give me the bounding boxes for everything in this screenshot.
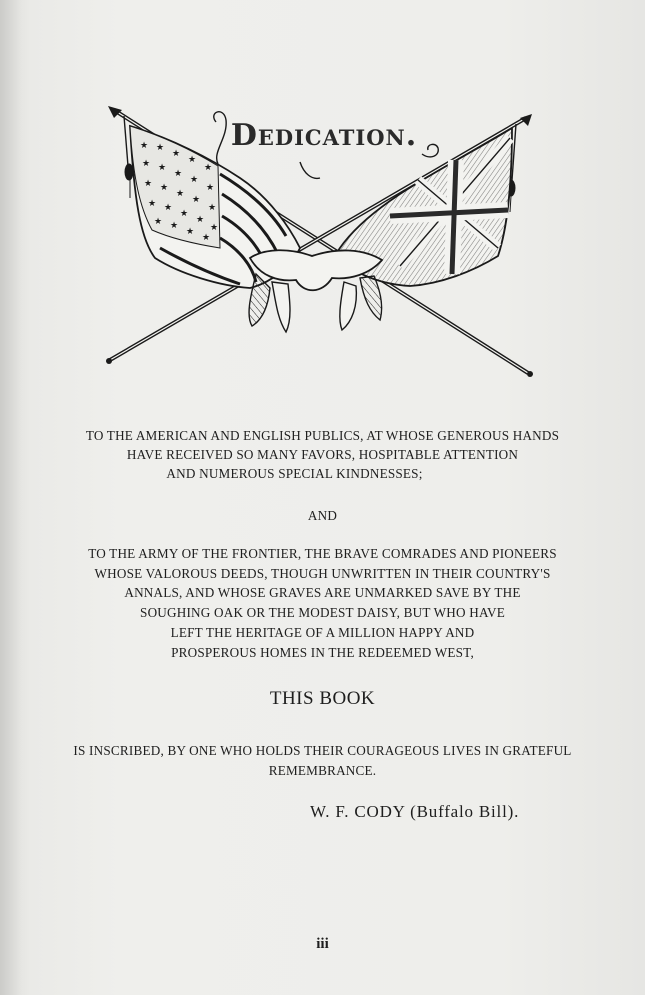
svg-text:★: ★ xyxy=(192,195,201,205)
svg-text:★: ★ xyxy=(144,179,153,189)
svg-text:★: ★ xyxy=(188,155,197,165)
dedication-line: ANNALS, AND WHOSE GRAVES ARE UNMARKED SAVE BY THE xyxy=(124,585,521,600)
svg-text:★: ★ xyxy=(142,159,151,169)
svg-text:★: ★ xyxy=(158,163,167,173)
svg-text:★: ★ xyxy=(186,227,195,237)
dedication-line: LEFT THE HERITAGE OF A MILLION HAPPY AND xyxy=(170,625,475,640)
svg-text:★: ★ xyxy=(176,189,185,199)
svg-text:★: ★ xyxy=(170,221,179,231)
svg-text:★: ★ xyxy=(174,169,183,179)
svg-text:★: ★ xyxy=(202,233,211,243)
dedication-line: HAVE RECEIVED SO MANY FAVORS, HOSPITABLE ATTENTION xyxy=(126,447,519,462)
svg-text:★: ★ xyxy=(208,203,217,213)
dedication-line: SOUGHING OAK OR THE MODEST DAISY, BUT WHO HAVE xyxy=(140,605,505,620)
svg-text:★: ★ xyxy=(190,175,199,185)
dedication-line: TO THE ARMY OF THE FRONTIER, THE BRAVE COMRADES AND PIONEERS xyxy=(88,546,557,561)
svg-text:★: ★ xyxy=(154,217,163,227)
svg-text:★: ★ xyxy=(206,183,215,193)
svg-text:★: ★ xyxy=(204,163,213,173)
dedication-line: AND NUMEROUS SPECIAL KINDNESSES; xyxy=(166,466,423,481)
dedication-heading: Dedication. xyxy=(230,118,418,153)
dedication-line: IS INSCRIBED, BY ONE WHO HOLDS THEIR COURAGEOUS LIVES IN GRATEFUL xyxy=(73,743,572,758)
author-signature: W. F. CODY (Buffalo Bill). xyxy=(310,802,520,821)
page-number: iii xyxy=(316,936,329,952)
dedication-line: TO THE AMERICAN AND ENGLISH PUBLICS, AT WHOSE GENEROUS HANDS xyxy=(85,428,560,443)
svg-text:★: ★ xyxy=(140,141,149,151)
svg-text:★: ★ xyxy=(180,209,189,219)
svg-text:★: ★ xyxy=(160,183,169,193)
svg-text:★: ★ xyxy=(164,203,173,213)
dedication-conjunction: AND xyxy=(307,508,338,523)
svg-text:★: ★ xyxy=(196,215,205,225)
svg-text:★: ★ xyxy=(156,143,165,153)
svg-text:★: ★ xyxy=(148,199,157,209)
drapery-knot xyxy=(249,250,382,332)
svg-text:★: ★ xyxy=(210,223,219,233)
book-title: THIS BOOK xyxy=(269,688,376,709)
dedication-line: WHOSE VALOROUS DEEDS, THOUGH UNWRITTEN IN THEIR COUNTRY'S xyxy=(94,566,551,581)
dedication-line: PROSPEROUS HOMES IN THE REDEEMED WEST, xyxy=(171,645,474,660)
gutter-shadow xyxy=(0,0,22,995)
dedication-line: REMEMBRANCE. xyxy=(268,763,377,778)
svg-text:★: ★ xyxy=(172,149,181,159)
